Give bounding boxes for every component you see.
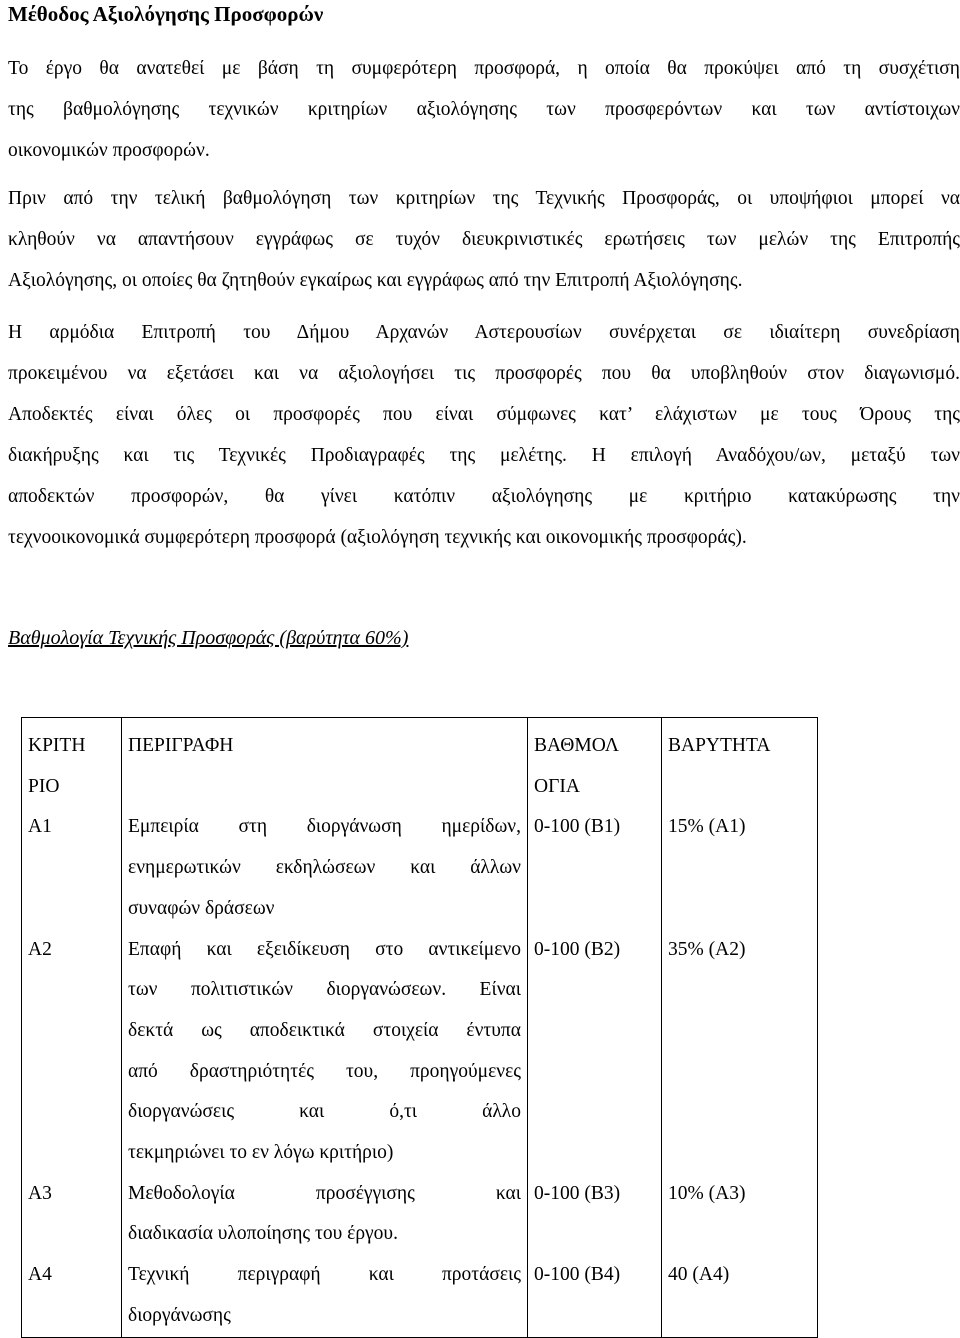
table-row: [22, 1255, 818, 1337]
table-row: [22, 930, 818, 1174]
paragraph-line: Το έργο θα ανατεθεί με βάση τη συμφερότερη προσφορά, η οποία θα προκύψει από τη συσχέτιση: [8, 58, 960, 79]
header-score: [528, 718, 662, 808]
description-line: Εμπειρία στη διοργάνωση ημερίδων,: [128, 816, 521, 838]
technical-score-subheading: Βαθμολογία Τεχνικής Προσφοράς (βαρύτητα 60%): [8, 627, 409, 649]
cell-weight: 40 (Α4): [662, 1255, 818, 1337]
cell-weight: 15% (Α1): [662, 807, 818, 929]
paragraph-line: Πριν από την τελική βαθμολόγηση των κριτηρίων της Τεχνικής Προσφοράς, οι υποψήφιοι μπορεί να: [8, 188, 960, 209]
paragraph-award-basis: [8, 48, 960, 171]
paragraph-clarifications: [8, 178, 960, 301]
cell-score: 0-100 (Β1): [528, 807, 662, 929]
paragraph-line: προκειμένου να εξετάσει και να αξιολογήσει τις προσφορές που θα υποβληθούν στον διαγωνισμό.: [8, 363, 960, 384]
description-line: διοργανώσεις και ό,τι άλλο: [128, 1101, 521, 1123]
header-score-line: ΒΑΘΜΟΛ: [534, 735, 619, 756]
description-line: τεκμηριώνει το εν λόγω κριτήριο): [128, 1142, 394, 1164]
cell-criterion: Α3: [22, 1174, 122, 1255]
description-line: Επαφή και εξειδίκευση στο αντικείμενο: [128, 938, 521, 960]
cell-description: [122, 1174, 528, 1255]
description-line: Τεχνική περιγραφή και προτάσεις: [128, 1264, 521, 1286]
description-line: δεκτά ως αποδεικτικά στοιχεία έντυπα: [128, 1019, 521, 1041]
description-line: διοργάνωσης: [128, 1304, 231, 1326]
header-criterion: [22, 718, 122, 808]
description-line: των πολιτιστικών διοργανώσεων. Είναι: [128, 979, 521, 1001]
paragraph-line: τεχνοοικονομικά συμφερότερη προσφορά (αξιολόγηση τεχνικής και οικονομικής προσφοράς).: [8, 527, 747, 548]
paragraph-committee: [8, 312, 960, 558]
paragraph-line: οικονομικών προσφορών.: [8, 140, 210, 161]
cell-score: 0-100 (Β2): [528, 930, 662, 1174]
paragraph-line: διακήρυξης και τις Τεχνικές Προδιαγραφές της μελέτης. Η επιλογή Αναδόχου/ων, μεταξύ των: [8, 445, 960, 466]
description-line: συναφών δράσεων: [128, 897, 275, 919]
header-criterion-line: ΚΡΙΤΗ: [28, 735, 86, 756]
description-line: ενημερωτικών εκδηλώσεων και άλλων: [128, 857, 521, 879]
cell-score: 0-100 (Β4): [528, 1255, 662, 1337]
cell-score: 0-100 (Β3): [528, 1174, 662, 1255]
cell-description: [122, 1255, 528, 1337]
description-line: από δραστηριότητές του, προηγούμενες: [128, 1060, 521, 1082]
paragraph-line: της βαθμολόγησης τεχνικών κριτηρίων αξιολόγησης των προσφερόντων και των αντίστοιχων: [8, 99, 960, 120]
cell-weight: 35% (Α2): [662, 930, 818, 1174]
header-criterion-line: ΡΙΟ: [28, 775, 60, 797]
paragraph-line: κληθούν να απαντήσουν εγγράφως σε τυχόν διευκρινιστικές ερωτήσεις των μελών της Επιτροπής: [8, 229, 960, 250]
section-heading: Μέθοδος Αξιολόγησης Προσφορών: [8, 2, 324, 26]
table-row: [22, 807, 818, 929]
paragraph-line: αποδεκτών προσφορών, θα γίνει κατόπιν αξιολόγησης με κριτήριο κατακύρωσης την: [8, 486, 960, 507]
cell-description: [122, 807, 528, 929]
paragraph-line: Αξιολόγησης, οι οποίες θα ζητηθούν εγκαίρως και εγγράφως από την Επιτροπή Αξιολόγησης.: [8, 270, 743, 291]
header-score-line: ΟΓΙΑ: [534, 775, 580, 797]
cell-weight: 10% (Α3): [662, 1174, 818, 1255]
cell-criterion: Α4: [22, 1255, 122, 1337]
criteria-table: [21, 717, 818, 1338]
cell-criterion: Α2: [22, 930, 122, 1174]
cell-description: [122, 930, 528, 1174]
table-row: [22, 1174, 818, 1255]
paragraph-line: Αποδεκτές είναι όλες οι προσφορές που είναι σύμφωνες κατ’ ελάχιστων με τους Όρους της: [8, 404, 960, 425]
paragraph-line: Η αρμόδια Επιτροπή του Δήμου Αρχανών Αστερουσίων συνέρχεται σε ιδιαίτερη συνεδρίαση: [8, 322, 960, 343]
table-header-row: [22, 718, 818, 808]
description-line: Μεθοδολογία προσέγγισης και: [128, 1182, 521, 1204]
header-weight: ΒΑΡΥΤΗΤΑ: [662, 718, 818, 808]
description-line: διαδικασία υλοποίησης του έργου.: [128, 1223, 398, 1245]
header-description: ΠΕΡΙΓΡΑΦΗ: [122, 718, 528, 808]
cell-criterion: Α1: [22, 807, 122, 929]
